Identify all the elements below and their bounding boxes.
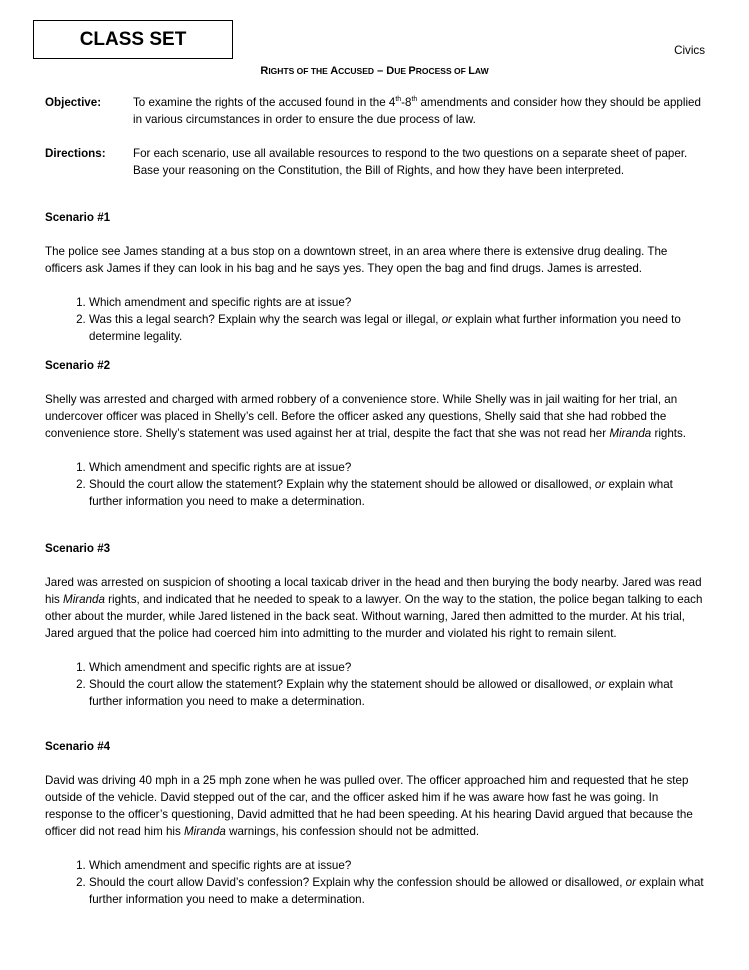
title-part: ROCESS OF bbox=[415, 66, 469, 76]
directions-label: Directions: bbox=[45, 147, 106, 160]
title-part: D bbox=[386, 65, 395, 77]
title-part: L bbox=[468, 65, 475, 77]
question-1: 1. Which amendment and specific rights are at issue? bbox=[89, 294, 705, 311]
question-1: 1. Which amendment and specific rights are at issue? bbox=[89, 659, 705, 676]
objective-label: Objective: bbox=[45, 96, 102, 109]
scenario-heading: Scenario #3 bbox=[45, 542, 111, 555]
question-list bbox=[45, 294, 705, 345]
question-2: 2. Should the court allow the statement? Explain why the statement should be allowed or disallowed, or explain what further information you need to make a determination. bbox=[89, 676, 705, 710]
class-set-label: CLASS SET bbox=[33, 20, 233, 59]
scenario-heading: Scenario #1 bbox=[45, 211, 111, 224]
title-part: AW bbox=[474, 66, 489, 76]
scenario-3 bbox=[45, 540, 705, 710]
scenario-2 bbox=[45, 357, 705, 510]
question-list bbox=[45, 459, 705, 510]
objective-text: To examine the rights of the accused found in the 4th-8th amendments and consider how they should be applied in various circumstances in order to ensure the due process of law. bbox=[133, 96, 701, 126]
subject-label: Civics bbox=[674, 44, 705, 57]
scenario-1 bbox=[45, 209, 705, 345]
question-2: 2. Was this a legal search? Explain why the search was legal or illegal, or explain what further information you need to determine legality. bbox=[89, 311, 705, 345]
question-1: 1. Which amendment and specific rights are at issue? bbox=[89, 459, 705, 476]
question-list bbox=[45, 857, 705, 908]
scenario-text: Jared was arrested on suspicion of shooting a local taxicab driver in the head and then burying the body nearby. Jared was read his Miranda rights, and indicated that he needed to speak to a lawyer. On the way to the station, the police began talking to each other about the murder, while Jared listened in the back seat. Without warning, Jared then admitted to the murder. At his trial, Jared argued that the police had coerced him into admitting to the murder and violated his right to remain silent. bbox=[45, 576, 703, 640]
title-part: – bbox=[374, 65, 387, 77]
title-part: P bbox=[408, 65, 416, 77]
question-list bbox=[45, 659, 705, 710]
title-part: IGHTS OF THE bbox=[268, 66, 331, 76]
scenario-text: Shelly was arrested and charged with armed robbery of a convenience store. While Shelly was in jail waiting for her trial, an undercover officer was placed in Shelly’s cell. Before the officer asked any questions, Shelly said that she had robbed the convenience store. Shelly’s statement was used against her at trial, despite the fact that she was not read her Miranda rights. bbox=[45, 393, 687, 440]
scenario-heading: Scenario #4 bbox=[45, 740, 111, 753]
scenario-heading: Scenario #2 bbox=[45, 359, 111, 372]
title-part: A bbox=[330, 65, 339, 77]
question-1: 1. Which amendment and specific rights are at issue? bbox=[89, 857, 705, 874]
directions-text: For each scenario, use all available resources to respond to the two questions on a separate sheet of paper. Base your reasoning on the Constitution, the Bill of Rights, and how they have been interpreted. bbox=[133, 147, 688, 177]
scenario-text: David was driving 40 mph in a 25 mph zone when he was pulled over. The officer approached him and requested that he step outside of the vehicle. David stepped out of the car, and the officer asked him if he was aware how fast he was going. In response to the officer’s questioning, David admitted that he had been speeding. At his hearing David argued that because the officer did not read him his Miranda warnings, his confession should not be admitted. bbox=[45, 774, 693, 838]
question-2: 2. Should the court allow David’s confession? Explain why the confession should be allowed or disallowed, or explain what further information you need to make a determination. bbox=[89, 874, 705, 908]
scenario-text: The police see James standing at a bus stop on a downtown street, in an area where there is extensive drug dealing. The officers ask James if they can look in his bag and he says yes. They open the bag and find drugs. James is arrested. bbox=[45, 245, 668, 275]
title-part: R bbox=[260, 65, 269, 77]
title-part: CCUSED bbox=[338, 66, 375, 76]
directions-block bbox=[45, 145, 705, 179]
objective-block bbox=[45, 94, 705, 128]
scenario-4 bbox=[45, 738, 705, 908]
page-title bbox=[0, 65, 749, 77]
title-part: UE bbox=[394, 66, 409, 76]
question-2: 2. Should the court allow the statement? Explain why the statement should be allowed or disallowed, or explain what further information you need to make a determination. bbox=[89, 476, 705, 510]
